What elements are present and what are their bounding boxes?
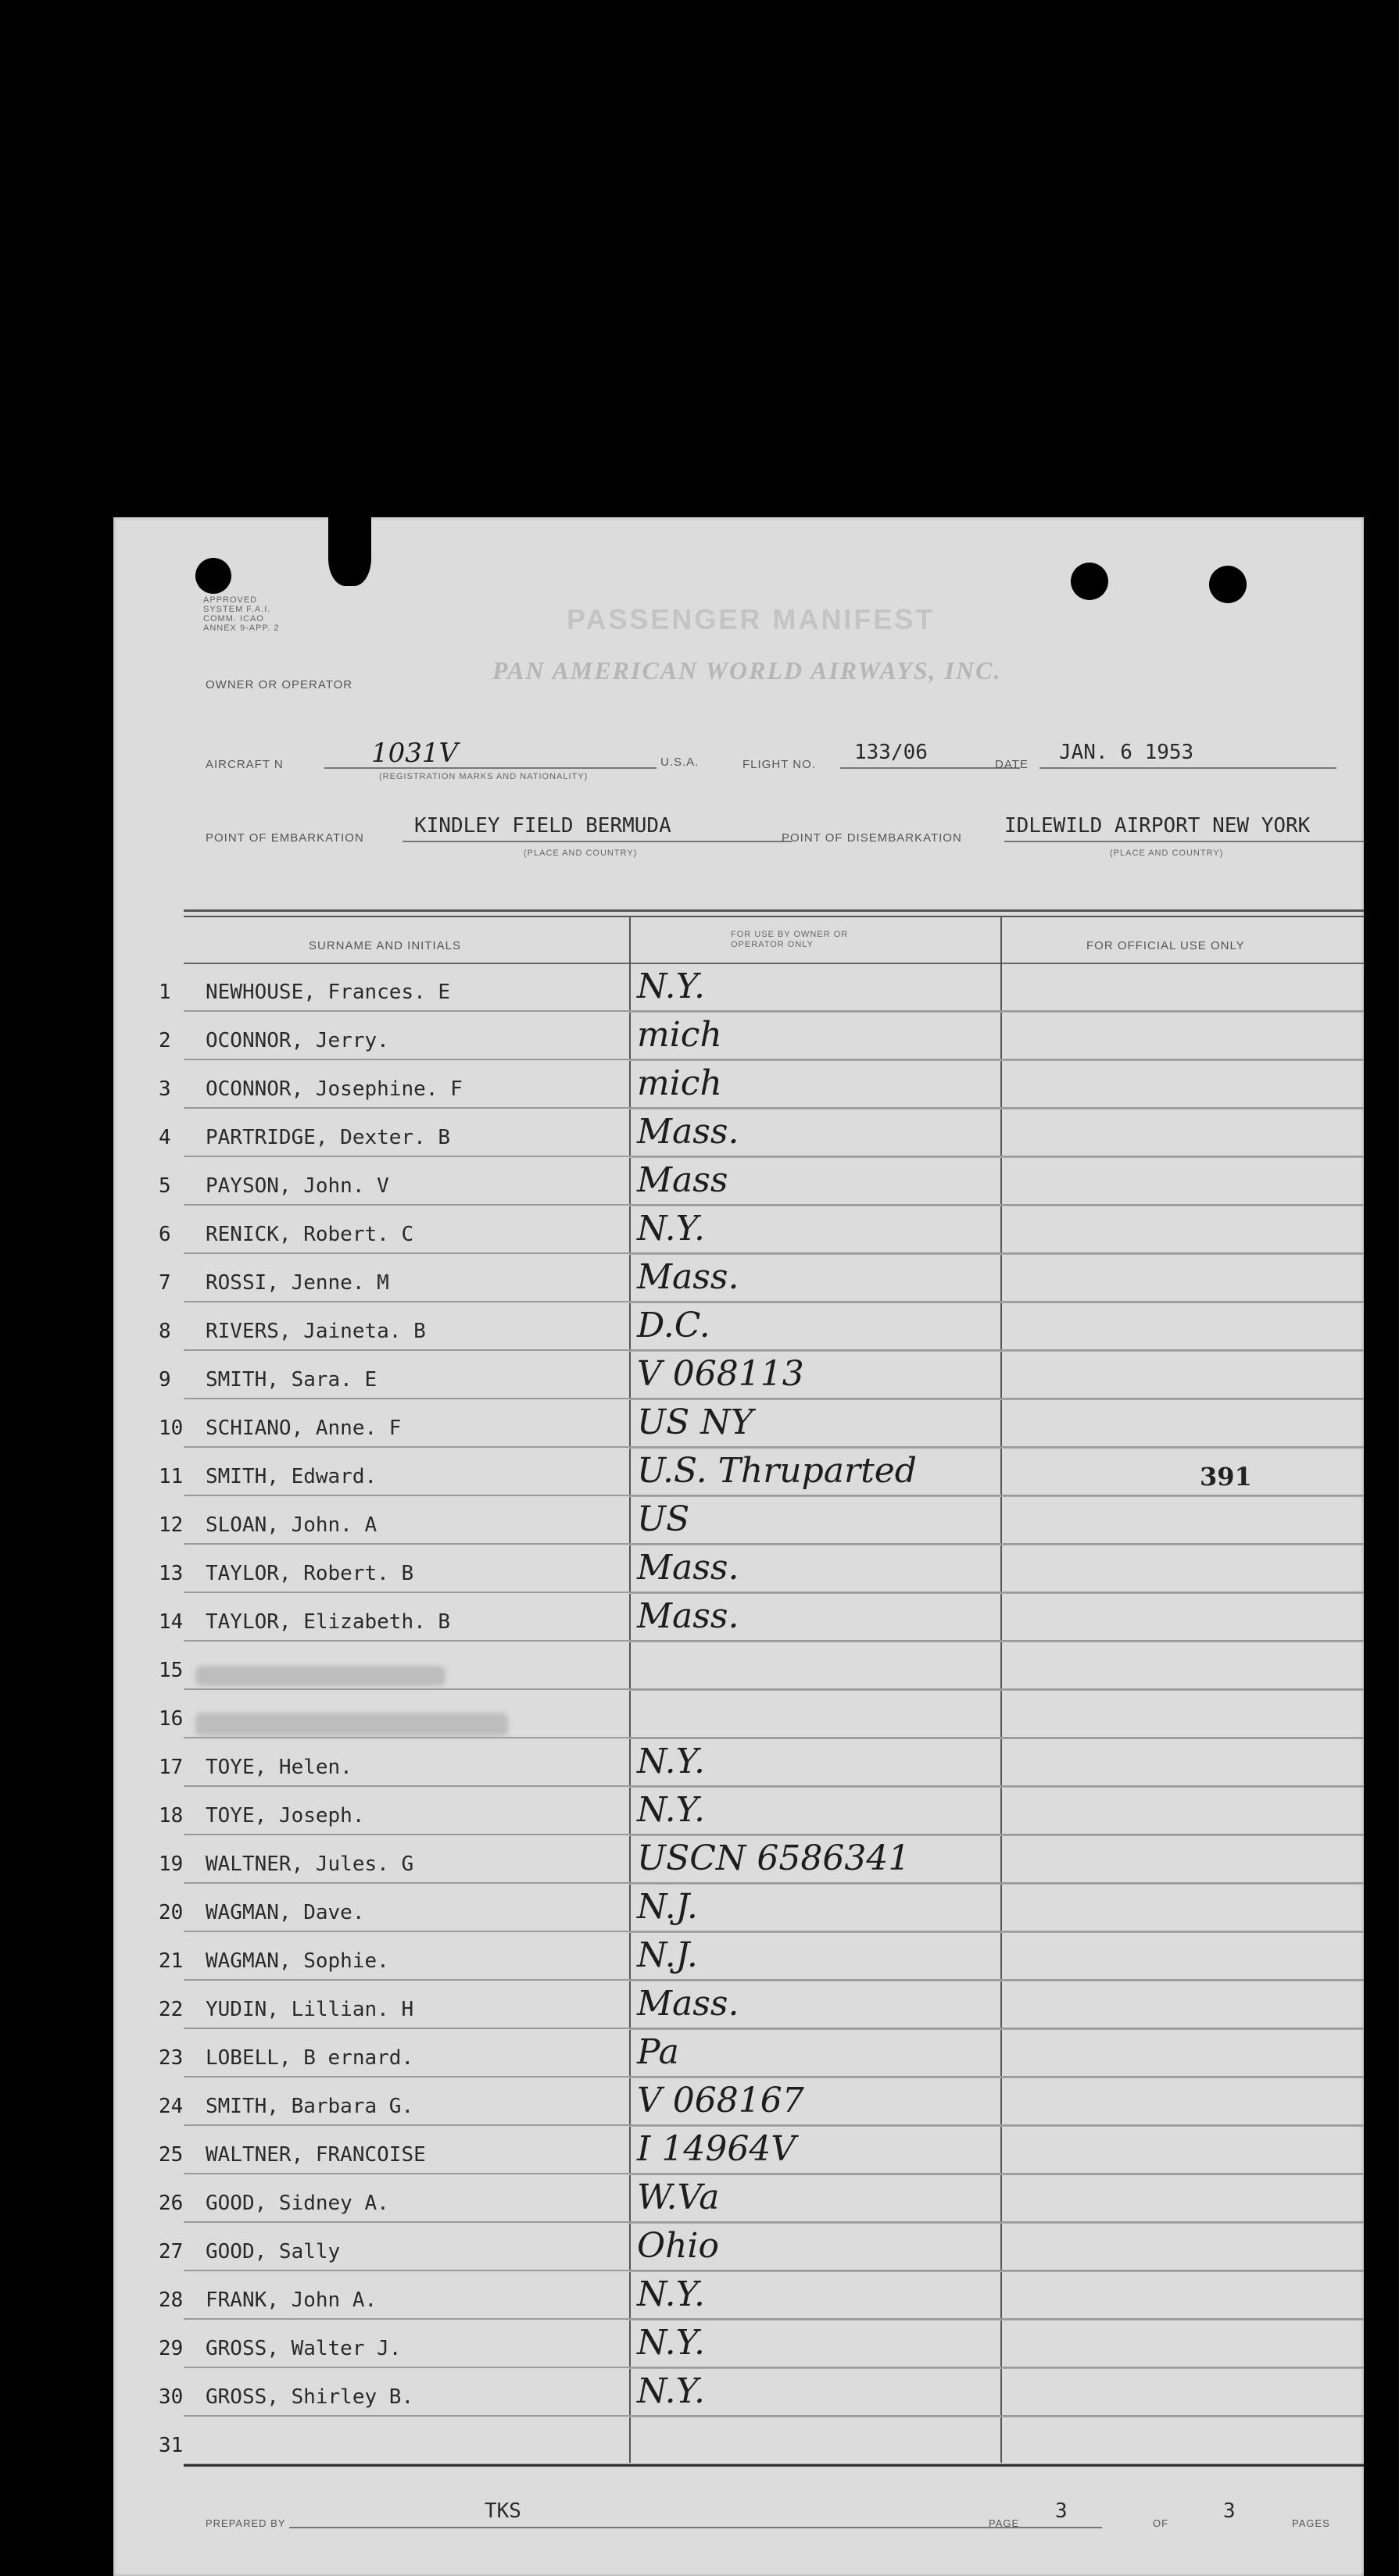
row-rule-secondary [629,1448,1364,1449]
table-row [113,1498,1364,1546]
embark-label: POINT OF EMBARKATION [206,831,364,845]
table-row [113,1885,1364,1934]
disembark-label: POINT OF DISEMBARKATION [782,831,962,845]
operator-note: W.Va [637,2178,720,2217]
passenger-name: WAGMAN, Dave. [206,1901,365,1924]
row-rule-secondary [629,2126,1364,2127]
row-rule-secondary [629,1012,1364,1013]
passenger-name: SCHIANO, Anne. F [206,1417,402,1440]
punch-hole-right-1 [1071,563,1108,600]
operator-note: U.S. Thruparted [637,1451,917,1491]
table-row [113,1304,1364,1352]
operator-note: mich [637,1015,722,1055]
operator-note: N.Y. [637,2274,706,2314]
col-official-header: FOR OFFICIAL USE ONLY [1086,939,1245,952]
operator-note: N.J. [637,1935,698,1975]
table-row [113,2031,1364,2079]
aircraft-value: 1031V [371,738,459,769]
row-number: 25 [159,2143,184,2167]
row-number: 21 [159,1949,184,1973]
date-line [1039,767,1336,769]
table-row [113,1159,1364,1207]
row-number: 3 [159,1077,171,1101]
row-number: 12 [159,1513,184,1537]
table-row [113,1934,1364,1982]
owner-label: OWNER OR OPERATOR [206,678,353,691]
row-number: 4 [159,1126,171,1149]
row-rule-secondary [629,2029,1364,2030]
disembark-line [1004,841,1364,842]
prepared-line [289,2527,1102,2528]
row-number: 29 [159,2337,184,2360]
passenger-name: TAYLOR, Elizabeth. B [206,1610,451,1634]
header-bottom-rule [184,963,1364,964]
date-label: DATE [995,758,1029,771]
table-row [113,2128,1364,2176]
col-owner-header: FOR USE BY OWNER OR OPERATOR ONLY [731,930,849,949]
passenger-name: OCONNOR, Jerry. [206,1029,389,1052]
date-value: JAN. 6 1953 [1059,741,1194,764]
row-rule-secondary [629,2223,1364,2224]
row-rule-secondary [629,1060,1364,1061]
row-number: 18 [159,1804,184,1827]
table-row [113,2176,1364,2224]
flight-label: FLIGHT NO. [742,758,816,771]
table-row [113,2321,1364,2370]
row-rule-secondary [629,1787,1364,1788]
table-row [113,1837,1364,1885]
table-row [113,1352,1364,1401]
disembark-value: IDLEWILD AIRPORT NEW YORK [1004,814,1311,838]
row-rule-secondary [629,2320,1364,2321]
prepared-value: TKS [485,2499,521,2523]
passenger-name: GOOD, Sally [206,2240,341,2263]
row-rule-secondary [629,2174,1364,2175]
operator-note: Mass. [637,1596,739,1636]
table-row [113,1256,1364,1304]
table-row [113,2370,1364,2418]
row-number: 31 [159,2434,184,2457]
usa-label: U.S.A. [660,756,700,769]
operator-note: Mass. [637,1548,739,1588]
passenger-name: TOYE, Helen. [206,1756,352,1779]
row-rule-secondary [629,1738,1364,1739]
passenger-name: WALTNER, Jules. G [206,1853,414,1876]
row-rule-secondary [629,1932,1364,1933]
embark-place-note: (PLACE AND COUNTRY) [524,849,638,858]
passenger-name: RENICK, Robert. C [206,1223,414,1246]
approved-note: APPROVED SYSTEM F.A.I. COMM. ICAO ANNEX 9-APP. 2 [203,595,280,633]
table-row [113,1546,1364,1595]
table-row [113,2273,1364,2321]
of-label: OF [1153,2517,1169,2529]
table-row [113,1062,1364,1110]
passenger-name: GROSS, Shirley B. [206,2385,414,2409]
embark-value: KINDLEY FIELD BERMUDA [414,814,671,838]
passenger-name: WALTNER, FRANCOISE [206,2143,426,2167]
row-number: 10 [159,1417,184,1440]
operator-note: V 068113 [637,1354,804,1394]
operator-note: N.Y. [637,2371,706,2411]
row-number: 27 [159,2240,184,2263]
form-title: PASSENGER MANIFEST [567,603,936,635]
table-row [113,1449,1364,1498]
passenger-name: YUDIN, Lillian. H [206,1998,414,2021]
punch-hole-right-2 [1209,566,1247,603]
operator-note: N.Y. [637,2323,706,2363]
passenger-name: NEWHOUSE, Frances. E [206,981,451,1004]
row-number: 9 [159,1368,171,1392]
table-row [113,1013,1364,1062]
row-rule-secondary [629,1884,1364,1885]
row-rule-secondary [629,1496,1364,1497]
operator-note: USCN 6586341 [637,1838,911,1878]
table-top-rule [184,909,1364,912]
row-number: 28 [159,2288,184,2312]
operator-note: V 068167 [637,2081,804,2120]
table-row [113,1740,1364,1788]
passenger-name: TAYLOR, Robert. B [206,1562,414,1585]
row-rule-secondary [629,1835,1364,1836]
table-row [113,965,1364,1013]
punch-hole-left [195,558,231,594]
operator-note: N.Y. [637,1742,706,1781]
table-row [113,2418,1364,2467]
passenger-name: FRANK, John A. [206,2288,377,2312]
operator-note: US NY [637,1402,753,1442]
table-row [113,1982,1364,2031]
table-row [113,2224,1364,2273]
operator-note: Mass. [637,1112,739,1152]
row-number: 26 [159,2192,184,2215]
table-row [113,2079,1364,2128]
aircraft-label: AIRCRAFT N [206,758,284,771]
owner-value: PAN AMERICAN WORLD AIRWAYS, INC. [492,656,1002,684]
passenger-name: GROSS, Walter J. [206,2337,402,2360]
row-number: 15 [159,1659,184,1682]
flight-value: 133/06 [854,741,928,764]
operator-note: Mass [637,1160,728,1200]
row-rule-secondary [629,1399,1364,1400]
passenger-name: RIVERS, Jaineta. B [206,1320,426,1343]
row-number: 19 [159,1853,184,1876]
disembark-place-note: (PLACE AND COUNTRY) [1110,849,1224,858]
table-row [113,1788,1364,1837]
table-top-rule-2 [184,916,1364,917]
row-number: 1 [159,981,171,1004]
passenger-name: PARTRIDGE, Dexter. B [206,1126,451,1149]
embark-line [403,841,792,842]
pages-label: PAGES [1292,2517,1330,2529]
registration-note: (REGISTRATION MARKS AND NATIONALITY) [379,772,589,781]
row-rule-secondary [629,2271,1364,2272]
row-number: 30 [159,2385,184,2409]
row-number: 24 [159,2095,184,2118]
passenger-name: SLOAN, John. A [206,1513,377,1537]
table-bottom-rule [184,2464,1364,2467]
operator-note: Mass. [637,1984,739,2024]
row-number: 17 [159,1756,184,1779]
passenger-name: WAGMAN, Sophie. [206,1949,389,1973]
redaction-smudge-15 [195,1666,445,1686]
row-number: 14 [159,1610,184,1634]
passenger-name: OCONNOR, Josephine. F [206,1077,463,1101]
row-number: 5 [159,1174,171,1198]
row-rule-secondary [629,1157,1364,1158]
row-number: 22 [159,1998,184,2021]
operator-note: D.C. [637,1306,710,1345]
passenger-name: SMITH, Sara. E [206,1368,377,1392]
row-number: 2 [159,1029,171,1052]
operator-note: US [637,1499,690,1539]
table-row [113,1110,1364,1159]
row-rule-secondary [629,1351,1364,1352]
row-rule-secondary [629,1593,1364,1594]
passenger-name: TOYE, Joseph. [206,1804,365,1827]
row-rule-secondary [629,2368,1364,2369]
table-row [113,1401,1364,1449]
row-number: 11 [159,1465,184,1488]
operator-note: Pa [637,2032,679,2072]
row-rule-secondary [629,1302,1364,1303]
row-number: 7 [159,1271,171,1295]
passenger-name: LOBELL, B ernard. [206,2046,414,2070]
row-number: 8 [159,1320,171,1343]
passenger-name: GOOD, Sidney A. [206,2192,389,2215]
row-rule-secondary [629,1690,1364,1691]
operator-note: mich [637,1063,722,1103]
passenger-name: ROSSI, Jenne. M [206,1271,389,1295]
prepared-label: PREPARED BY [206,2517,286,2529]
operator-note: I 14964V [637,2129,796,2169]
operator-note: Ohio [637,2226,719,2266]
passenger-name: PAYSON, John. V [206,1174,389,1198]
row-rule-secondary [629,1254,1364,1255]
passenger-name: SMITH, Barbara G. [206,2095,414,2118]
table-row [113,1595,1364,1643]
page-value: 3 [1055,2499,1068,2523]
redaction-smudge-16 [195,1713,508,1736]
operator-note: N.J. [637,1887,698,1927]
page-label: PAGE [989,2517,1020,2529]
manifest-sheet [113,517,1364,2576]
operator-note: N.Y. [637,1790,706,1830]
passenger-name: SMITH, Edward. [206,1465,377,1488]
table-row [113,1207,1364,1256]
row-number: 6 [159,1223,171,1246]
col-surname-header: SURNAME AND INITIALS [309,939,462,952]
torn-notch [328,517,371,586]
operator-note: N.Y. [637,966,706,1006]
official-note: 391 [1200,1462,1252,1492]
row-number: 13 [159,1562,184,1585]
operator-note: N.Y. [637,1209,706,1249]
row-number: 16 [159,1707,184,1731]
operator-note: Mass. [637,1257,739,1297]
flight-line [840,767,1020,769]
row-number: 20 [159,1901,184,1924]
of-value: 3 [1223,2499,1236,2523]
row-number: 23 [159,2046,184,2070]
